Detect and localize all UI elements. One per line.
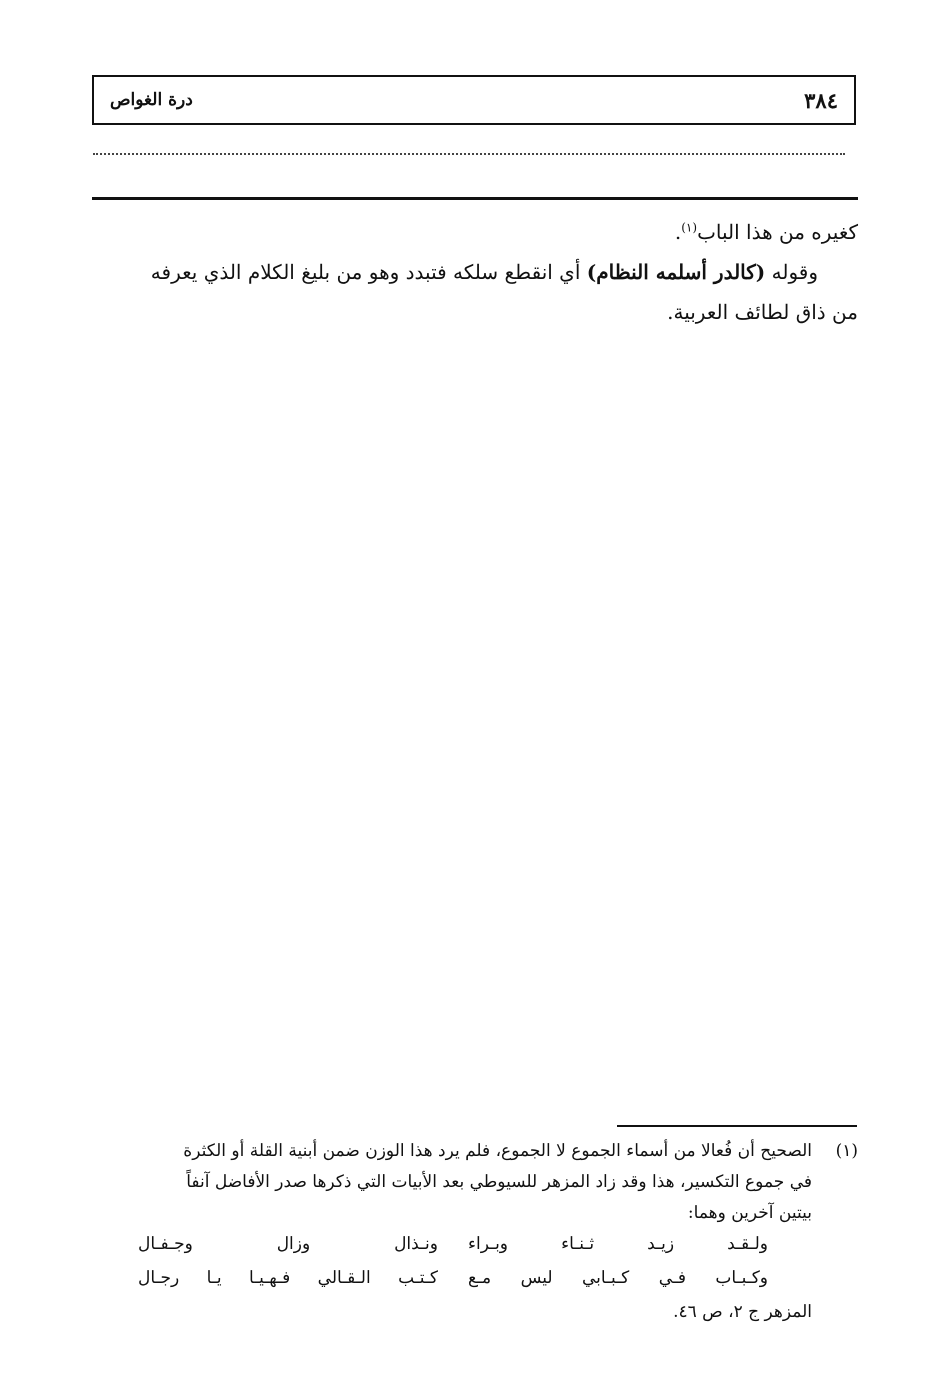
verse-1-second-hemistich: ونـذال وزال وجـفـال: [138, 1234, 438, 1254]
dotted-separator: [93, 153, 845, 155]
paragraph-2: [92, 252, 858, 292]
footnote: [88, 1136, 858, 1328]
page-number: ٣٨٤: [804, 88, 838, 113]
footnote-line-2: في جموع التكسير، هذا وقد زاد المزهر للسيوطي بعد الأبيات التي ذكرها صدر الأفاضل آنفاً: [186, 1172, 812, 1192]
footnote-separator: [617, 1125, 857, 1127]
footnote-source: المزهر ج ٢، ص ٤٦.: [673, 1302, 812, 1322]
text-line-1-content: كغيره من هذا الباب: [697, 220, 858, 244]
verse-2-first-hemistich: وكـبـاب فـي كـبـابي ليس مـع: [468, 1268, 768, 1288]
verse-2-second-hemistich: كـتـب الـقـالي فـهـيـا يـا رجـال: [138, 1268, 438, 1288]
running-header: [92, 75, 856, 125]
footnote-reference[interactable]: (١): [681, 220, 698, 235]
verse-1: [88, 1229, 858, 1263]
footnote-line-1-text: الصحيح أن فُعالا من أسماء الجموع لا الجموع، فلم يرد هذا الوزن ضمن أبنية القلة أو الكثرة: [183, 1141, 812, 1161]
footnote-line-3: بيتين آخرين وهما:: [687, 1203, 812, 1223]
footnote-marker: (١): [835, 1141, 858, 1161]
text-line-1-end: .: [674, 220, 682, 244]
text-line-1: [92, 212, 858, 252]
main-text: [92, 212, 858, 332]
section-rule: [92, 197, 858, 200]
paragraph-2-open: وقوله: [771, 260, 818, 284]
quoted-phrase: (كالدر أسلمه النظام): [586, 260, 766, 284]
paragraph-2-rest: أي انقطع سلكه فتبدد وهو من بليغ الكلام الذي يعرفه: [150, 260, 581, 284]
verse-1-first-hemistich: ولـقـد زيـد ثـنـاء وبـراء: [468, 1234, 768, 1254]
verse-2: [88, 1263, 858, 1297]
footnote-line-1: [88, 1136, 858, 1167]
paragraph-2-line-2: من ذاق لطائف العربية.: [667, 300, 858, 324]
running-title: درة الغواص: [110, 90, 193, 110]
